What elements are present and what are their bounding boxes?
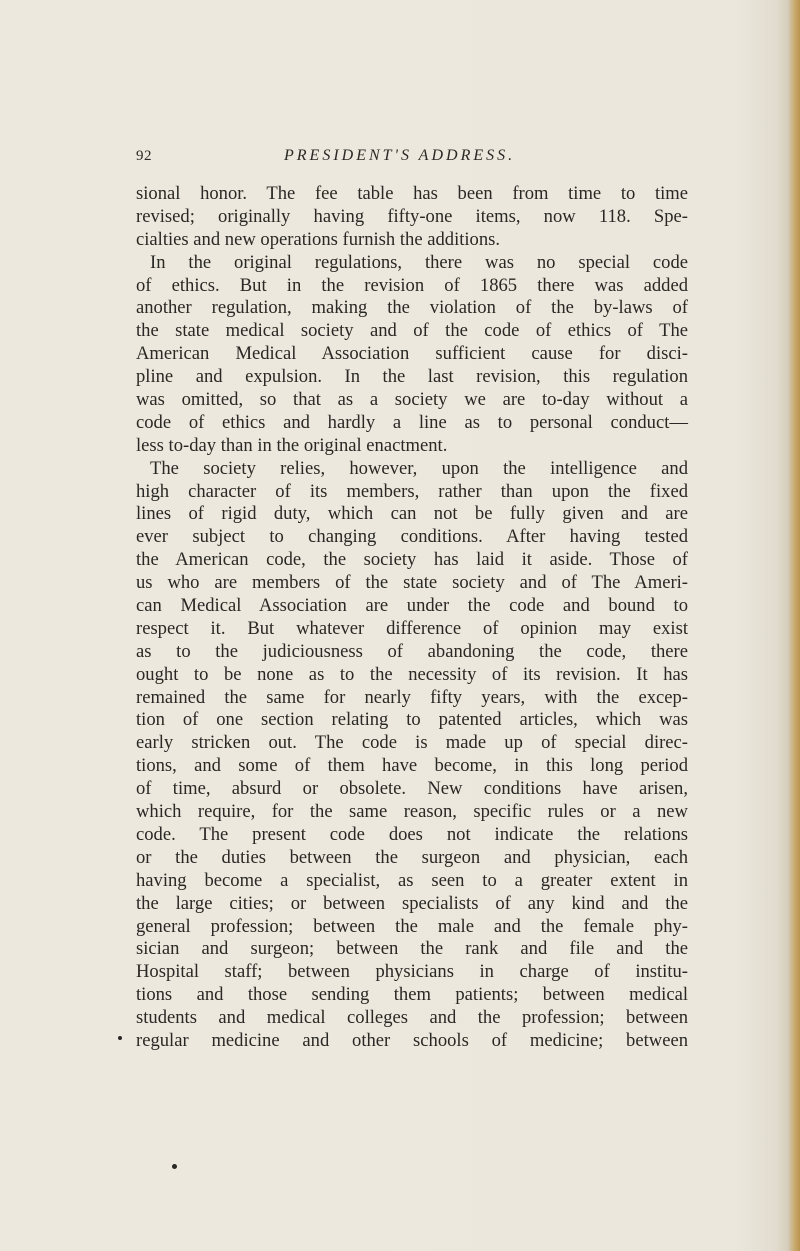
running-head: PRESIDENT'S ADDRESS. — [284, 147, 516, 164]
text-line: regular medicine and other schools of medicine; between — [136, 1029, 688, 1051]
text-line: code of ethics and hardly a line as to personal conduct— — [136, 411, 688, 433]
text-line: The society relies, however, upon the intelligence and — [150, 457, 688, 479]
text-line: code. The present code does not indicate the relations — [136, 823, 688, 845]
text-line: another regulation, making the violation of the by-laws of — [136, 297, 688, 319]
text-line: lines of rigid duty, which can not be fully given and are — [136, 503, 688, 525]
text-line: the large cities; or between specialists of any kind and the — [136, 892, 688, 914]
text-line: having become a specialist, as seen to a greater extent in — [136, 869, 688, 891]
text-line: early stricken out. The code is made up of special direc- — [136, 732, 688, 754]
text-line: sician and surgeon; between the rank and file and the — [136, 938, 688, 960]
text-line: In the original regulations, there was no special code — [150, 251, 688, 273]
page-number: 92 — [136, 148, 152, 164]
text-line: as to the judiciousness of abandoning the code, there — [136, 640, 688, 662]
margin-mark — [172, 1164, 177, 1169]
text-line: remained the same for nearly fifty years, with the excep- — [136, 686, 688, 708]
text-line: cialties and new operations furnish the additions. — [136, 228, 501, 250]
text-line: tion of one section relating to patented articles, which was — [136, 709, 688, 731]
text-line: of ethics. But in the revision of 1865 there was added — [136, 274, 688, 296]
margin-mark — [118, 1036, 122, 1040]
text-line: the state medical society and of the code of ethics of The — [136, 320, 688, 342]
text-line: pline and expulsion. In the last revision, this regulation — [136, 366, 688, 388]
text-line: the American code, the society has laid it aside. Those of — [136, 549, 688, 571]
text-line: which require, for the same reason, specific rules or a new — [136, 801, 688, 823]
text-line: ought to be none as to the necessity of its revision. It has — [136, 663, 688, 685]
page-header — [136, 148, 676, 172]
text-line: us who are members of the state society and of The Ameri- — [136, 572, 688, 594]
text-line: American Medical Association sufficient cause for disci- — [136, 343, 688, 365]
text-line: or the duties between the surgeon and physician, each — [136, 846, 688, 868]
text-line: Hospital staff; between physicians in charge of institu- — [136, 961, 688, 983]
text-line: respect it. But whatever difference of opinion may exist — [136, 617, 688, 639]
text-line: tions and those sending them patients; between medical — [136, 984, 688, 1006]
text-line: tions, and some of them have become, in this long period — [136, 755, 688, 777]
text-line: revised; originally having fifty-one items, now 118. Spe- — [136, 205, 688, 227]
text-line: sional honor. The fee table has been from time to time — [136, 183, 688, 204]
page-edge — [788, 0, 800, 1251]
text-line: high character of its members, rather than upon the fixed — [136, 480, 688, 502]
text-line: can Medical Association are under the code and bound to — [136, 595, 688, 617]
text-line: students and medical colleges and the profession; between — [136, 1007, 688, 1029]
text-line: was omitted, so that as a society we are to-day without a — [136, 389, 688, 411]
text-line: general profession; between the male and the female phy- — [136, 915, 688, 937]
text-line: of time, absurd or obsolete. New conditions have arisen, — [136, 778, 688, 800]
text-line: less to-day than in the original enactment. — [136, 434, 448, 456]
text-line: ever subject to changing conditions. After having tested — [136, 526, 688, 548]
body-text — [136, 183, 688, 1053]
